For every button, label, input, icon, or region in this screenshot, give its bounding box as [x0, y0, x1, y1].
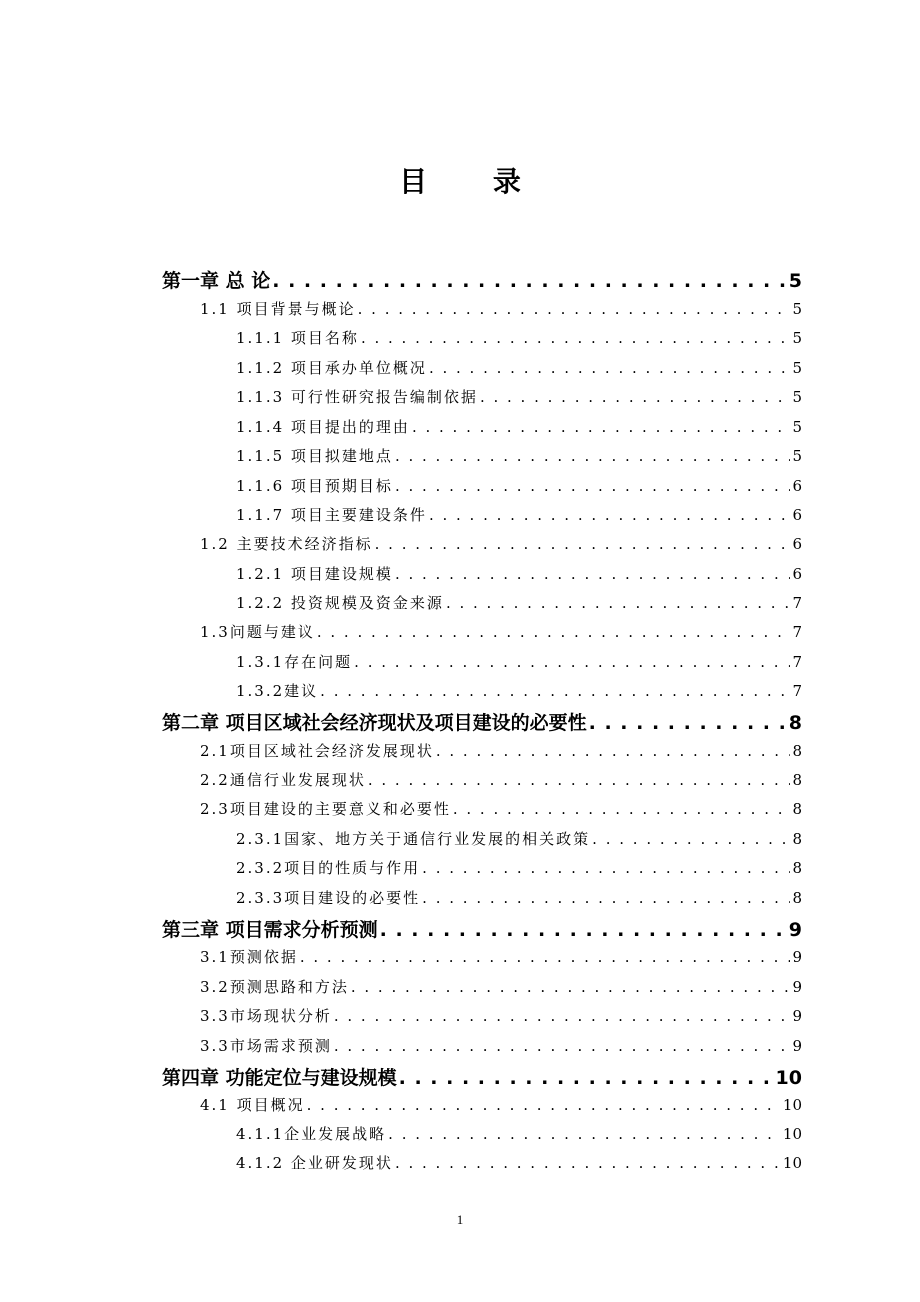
leader-dots [395, 565, 791, 583]
toc-entry-section[interactable] [200, 533, 802, 557]
leader-dots [317, 623, 791, 641]
toc-entry-subsection[interactable] [236, 1123, 802, 1147]
toc-entry-subsection[interactable] [236, 357, 802, 381]
toc-page-number: 8 [792, 859, 802, 877]
toc-entry-text: 1.1.7 项目主要建设条件 [236, 506, 427, 524]
toc-page-number: 5 [792, 300, 802, 318]
toc-page-number: 6 [792, 506, 802, 524]
toc-page-number: 10 [782, 1096, 802, 1114]
leader-dots [395, 1154, 781, 1172]
toc-page-number: 9 [792, 948, 802, 966]
leader-dots [589, 712, 787, 734]
toc-entry-subsection[interactable] [236, 828, 802, 852]
toc-page-number: 9 [792, 1007, 802, 1025]
toc-entry-text: 2.3.2项目的性质与作用 [236, 859, 421, 877]
toc-page-number: 10 [782, 1154, 802, 1172]
toc-entry-text: 2.3.1国家、地方关于通信行业发展的相关政策 [236, 830, 591, 848]
leader-dots [422, 859, 790, 877]
toc-entry-text: 3.2预测思路和方法 [200, 978, 349, 996]
leader-dots [375, 535, 791, 553]
toc-entry-text: 1.1.2 项目承办单位概况 [236, 359, 427, 377]
toc-entry-text: 4.1 项目概况 [200, 1096, 305, 1114]
toc-entry-text: 3.3市场现状分析 [200, 1007, 332, 1025]
toc-entry-text: 第二章 项目区域社会经济现状及项目建设的必要性 [162, 712, 587, 734]
leader-dots [446, 594, 791, 612]
leader-dots [380, 919, 787, 941]
toc-entry-subsection[interactable] [236, 592, 802, 616]
leader-dots [358, 300, 791, 318]
toc-page-number: 10 [782, 1125, 802, 1143]
toc-entry-text: 2.1项目区域社会经济发展现状 [200, 742, 434, 760]
leader-dots [453, 800, 791, 818]
toc-entry-subsection[interactable] [236, 887, 802, 911]
toc-page-number: 8 [792, 889, 802, 907]
toc-entry-subsection[interactable] [236, 651, 802, 675]
leader-dots [429, 359, 791, 377]
toc-entry-text: 2.3项目建设的主要意义和必要性 [200, 800, 451, 818]
toc-entry-text: 4.1.2 企业研发现状 [236, 1154, 393, 1172]
toc-entry-subsection[interactable] [236, 327, 802, 351]
toc-entry-text: 1.1.3 可行性研究报告编制依据 [236, 388, 478, 406]
toc-entry-text: 第四章 功能定位与建设规模 [162, 1067, 397, 1089]
toc-entry-text: 3.1预测依据 [200, 948, 298, 966]
toc-entry-chapter[interactable] [162, 1063, 802, 1091]
toc-entry-text: 1.1.1 项目名称 [236, 329, 359, 347]
toc-page-number: 8 [788, 712, 802, 734]
leader-dots [480, 388, 791, 406]
toc-page-number: 7 [792, 653, 802, 671]
toc-page-number: 9 [788, 919, 802, 941]
toc-page-number: 6 [792, 565, 802, 583]
toc-page-number: 5 [792, 329, 802, 347]
toc-entry-section[interactable] [200, 621, 802, 645]
toc-entry-text: 1.2 主要技术经济指标 [200, 535, 373, 553]
toc-entry-section[interactable] [200, 740, 802, 764]
toc-entry-subsection[interactable] [236, 680, 802, 704]
toc-entry-text: 第一章 总 论 [162, 270, 271, 292]
leader-dots [272, 270, 787, 292]
toc-entry-section[interactable] [200, 1035, 802, 1059]
toc-entry-text: 1.3问题与建议 [200, 623, 315, 641]
toc-page-number: 8 [792, 742, 802, 760]
toc-entry-text: 1.2.1 项目建设规模 [236, 565, 393, 583]
leader-dots [395, 447, 791, 465]
toc-entry-chapter[interactable] [162, 915, 802, 943]
toc-page-number: 5 [788, 270, 802, 292]
toc-entry-text: 2.2通信行业发展现状 [200, 771, 366, 789]
leader-dots [429, 506, 791, 524]
leader-dots [300, 948, 791, 966]
leader-dots [388, 1125, 781, 1143]
toc-entry-text: 1.2.2 投资规模及资金来源 [236, 594, 444, 612]
toc-page-number: 8 [792, 771, 802, 789]
toc-page-number: 5 [792, 388, 802, 406]
toc-entry-subsection[interactable] [236, 386, 802, 410]
toc-page-number: 5 [792, 359, 802, 377]
leader-dots [592, 830, 790, 848]
leader-dots [334, 1037, 791, 1055]
toc-page-number: 10 [775, 1067, 802, 1089]
leader-dots [395, 477, 791, 495]
toc-page-number: 5 [792, 447, 802, 465]
toc-entry-subsection[interactable] [236, 1152, 802, 1176]
toc-entry-section[interactable] [200, 769, 802, 793]
toc-entry-section[interactable] [200, 798, 802, 822]
toc-page-number: 7 [792, 594, 802, 612]
toc-entry-text: 第三章 项目需求分析预测 [162, 919, 378, 941]
toc-title: 目 录 [399, 165, 549, 198]
toc-page-number: 6 [792, 535, 802, 553]
toc-entry-text: 3.3市场需求预测 [200, 1037, 332, 1055]
toc-page-number: 5 [792, 418, 802, 436]
toc-entry-text: 1.1.4 项目提出的理由 [236, 418, 410, 436]
leader-dots [422, 889, 790, 907]
leader-dots [436, 742, 791, 760]
toc-page-number: 7 [792, 682, 802, 700]
toc-entry-text: 1.1.6 项目预期目标 [236, 477, 393, 495]
toc-entry-text: 1.3.1存在问题 [236, 653, 353, 671]
toc-entry-section[interactable] [200, 946, 802, 970]
toc-entry-subsection[interactable] [236, 857, 802, 881]
toc-entry-subsection[interactable] [236, 416, 802, 440]
toc-entry-section[interactable] [200, 976, 802, 1000]
leader-dots [399, 1067, 774, 1089]
toc-entry-section[interactable] [200, 1005, 802, 1029]
leader-dots [412, 418, 791, 436]
toc-entry-text: 1.1 项目背景与概论 [200, 300, 356, 318]
toc-page-number: 7 [792, 623, 802, 641]
toc-entry-subsection[interactable] [236, 475, 802, 499]
leader-dots [368, 771, 791, 789]
leader-dots [307, 1096, 781, 1114]
toc-entry-subsection[interactable] [236, 445, 802, 469]
toc-entry-subsection[interactable] [236, 563, 802, 587]
toc-entry-chapter[interactable] [162, 266, 802, 294]
leader-dots [354, 653, 790, 671]
toc-page-number: 9 [792, 978, 802, 996]
toc-entry-section[interactable] [200, 298, 802, 322]
toc-entry-text: 1.3.2建议 [236, 682, 319, 700]
toc-entry-section[interactable] [200, 1094, 802, 1118]
toc-page-number: 9 [792, 1037, 802, 1055]
leader-dots [351, 978, 791, 996]
leader-dots [361, 329, 791, 347]
toc-entry-chapter[interactable] [162, 708, 802, 736]
toc-entry-text: 1.1.5 项目拟建地点 [236, 447, 393, 465]
toc-entry-subsection[interactable] [236, 504, 802, 528]
toc-page-number: 6 [792, 477, 802, 495]
toc-entry-text: 2.3.3项目建设的必要性 [236, 889, 421, 907]
page-number: 1 [456, 1212, 464, 1227]
leader-dots [334, 1007, 791, 1025]
leader-dots [320, 682, 790, 700]
toc-entry-text: 4.1.1企业发展战略 [236, 1125, 387, 1143]
toc-page-number: 8 [792, 830, 802, 848]
toc-page-number: 8 [792, 800, 802, 818]
